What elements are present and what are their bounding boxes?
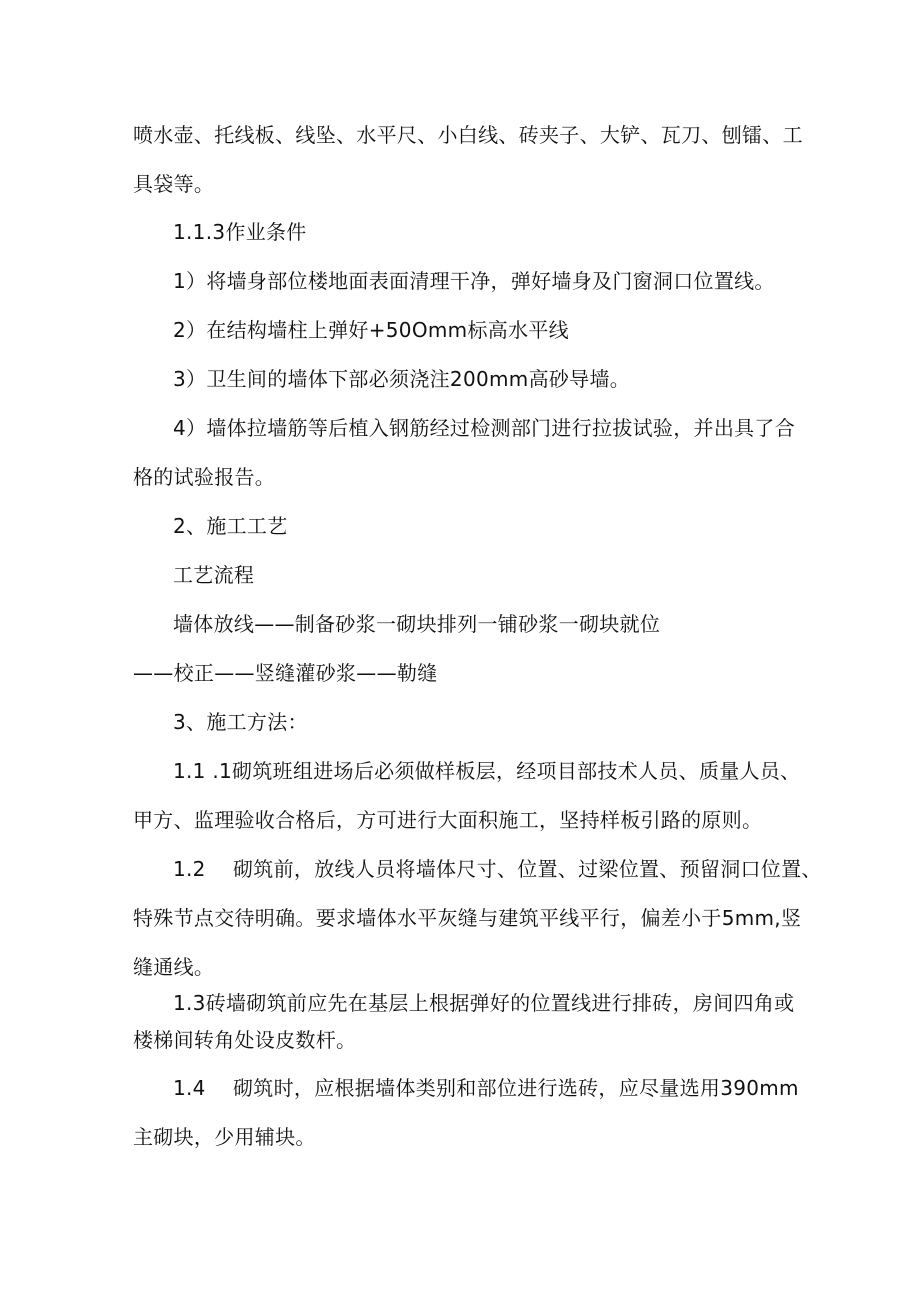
list-item: 3）卫生间的墙体下部必须浇注200mm高砂导墙。: [173, 367, 631, 391]
process-flow-line: ——校正——竖缝灌砂浆——勒缝: [133, 661, 438, 685]
paragraph-line: 缝通线。: [133, 955, 215, 979]
clause-text: 砌筑前，放线人员将墙体尺寸、位置、过梁位置、预留洞口位置、: [233, 857, 822, 881]
paragraph-line: 1.1 .1砌筑班组进场后必须做样板层，经项目部技术人员、质量人员、: [173, 759, 801, 783]
paragraph-line: 楼梯间转角处设皮数杆。: [133, 1028, 357, 1052]
clause-number: 1.2: [173, 857, 206, 881]
clause-text: 砌筑时，应根据墙体类别和部位进行选砖，应尽量选用390mm: [233, 1076, 799, 1100]
paragraph-line: 格的试验报告。: [133, 465, 276, 489]
paragraph-line: 甲方、监理验收合格后，方可进行大面积施工，坚持样板引路的原则。: [133, 808, 763, 832]
section-heading: 1.1.3作业条件: [173, 220, 307, 244]
list-item: 1）将墙身部位楼地面表面清理干净，弹好墙身及门窗洞口位置线。: [173, 269, 775, 293]
section-heading: 2、施工工艺: [173, 514, 288, 538]
paragraph-line: [173, 1074, 799, 1102]
list-item: 4）墙体拉墙筋等后植入钢筋经过检测部门进行拉拔试验，并出具了合: [173, 416, 796, 440]
paragraph-line: 1.3砖墙砌筑前应先在基层上根据弹好的位置线进行排砖，房间四角或: [173, 991, 795, 1015]
paragraph-line: 喷水壶、托线板、线坠、水平尺、小白线、砖夹子、大铲、瓦刀、刨镭、工: [133, 123, 803, 147]
paragraph-line: [173, 855, 822, 883]
paragraph-line: 具袋等。: [133, 172, 215, 196]
process-flow-line: 墙体放线——制备砂浆一砌块排列一铺砂浆一砌块就位: [173, 612, 661, 636]
subheading: 工艺流程: [173, 563, 255, 587]
section-heading: 3、施工方法：: [173, 710, 308, 734]
paragraph-line: 主砌块，少用辅块。: [133, 1125, 316, 1149]
clause-number: 1.4: [173, 1076, 206, 1100]
list-item: 2）在结构墙柱上弹好+50Omm标高水平线: [173, 318, 569, 342]
paragraph-line: 特殊节点交待明确。要求墙体水平灰缝与建筑平线平行，偏差小于5mm,竖: [133, 906, 802, 930]
